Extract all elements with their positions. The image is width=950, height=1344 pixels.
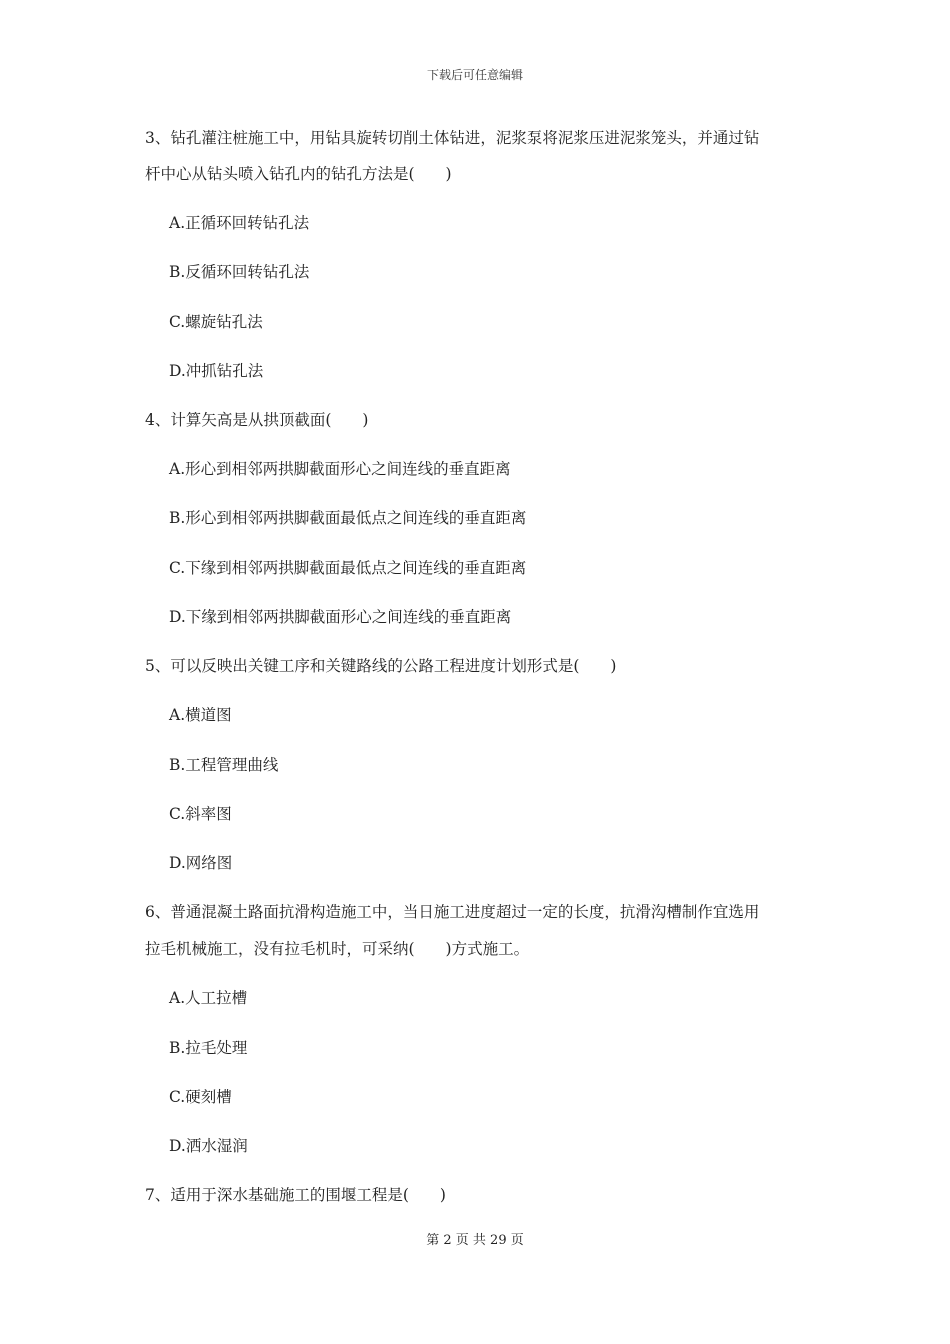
question-5-option-c: C.斜率图 bbox=[169, 805, 232, 823]
question-3-option-b: B.反循环回转钻孔法 bbox=[169, 263, 310, 281]
question-6-option-c: C.硬刻槽 bbox=[169, 1088, 232, 1106]
question-3-line-2: 杆中心从钻头喷入钻孔内的钻孔方法是( ) bbox=[145, 165, 452, 183]
question-4-option-d: D.下缘到相邻两拱脚截面形心之间连线的垂直距离 bbox=[169, 608, 512, 626]
question-4-line-1: 4、计算矢高是从拱顶截面( ) bbox=[145, 411, 369, 429]
question-5-line-1: 5、可以反映出关键工序和关键路线的公路工程进度计划形式是( ) bbox=[145, 657, 617, 675]
question-5-option-a: A.横道图 bbox=[169, 706, 232, 724]
page-footer: 第 2 页 共 29 页 bbox=[426, 1233, 524, 1248]
question-3-option-d: D.冲抓钻孔法 bbox=[169, 362, 264, 380]
question-6-line-2: 拉毛机械施工，没有拉毛机时，可采纳( )方式施工。 bbox=[145, 940, 530, 958]
question-3-option-c: C.螺旋钻孔法 bbox=[169, 313, 263, 331]
question-3-line-1: 3、钻孔灌注桩施工中，用钻具旋转切削土体钻进，泥浆泵将泥浆压进泥浆笼头，并通过钻 bbox=[145, 129, 760, 147]
question-3-option-a: A.正循环回转钻孔法 bbox=[169, 214, 310, 232]
page-header: 下载后可任意编辑 bbox=[426, 68, 523, 82]
question-6-line-1: 6、普通混凝土路面抗滑构造施工中，当日施工进度超过一定的长度，抗滑沟槽制作宜选用 bbox=[145, 903, 760, 921]
question-6-option-d: D.洒水湿润 bbox=[169, 1137, 248, 1155]
question-4-option-a: A.形心到相邻两拱脚截面形心之间连线的垂直距离 bbox=[169, 460, 511, 478]
question-4-option-b: B.形心到相邻两拱脚截面最低点之间连线的垂直距离 bbox=[169, 509, 527, 527]
question-5-option-d: D.网络图 bbox=[169, 854, 233, 872]
question-7-line-1: 7、适用于深水基础施工的围堰工程是( ) bbox=[145, 1186, 446, 1204]
question-4-option-c: C.下缘到相邻两拱脚截面最低点之间连线的垂直距离 bbox=[169, 559, 527, 577]
question-6-option-b: B.拉毛处理 bbox=[169, 1039, 248, 1057]
question-6-option-a: A.人工拉槽 bbox=[169, 989, 248, 1007]
question-5-option-b: B.工程管理曲线 bbox=[169, 756, 279, 774]
